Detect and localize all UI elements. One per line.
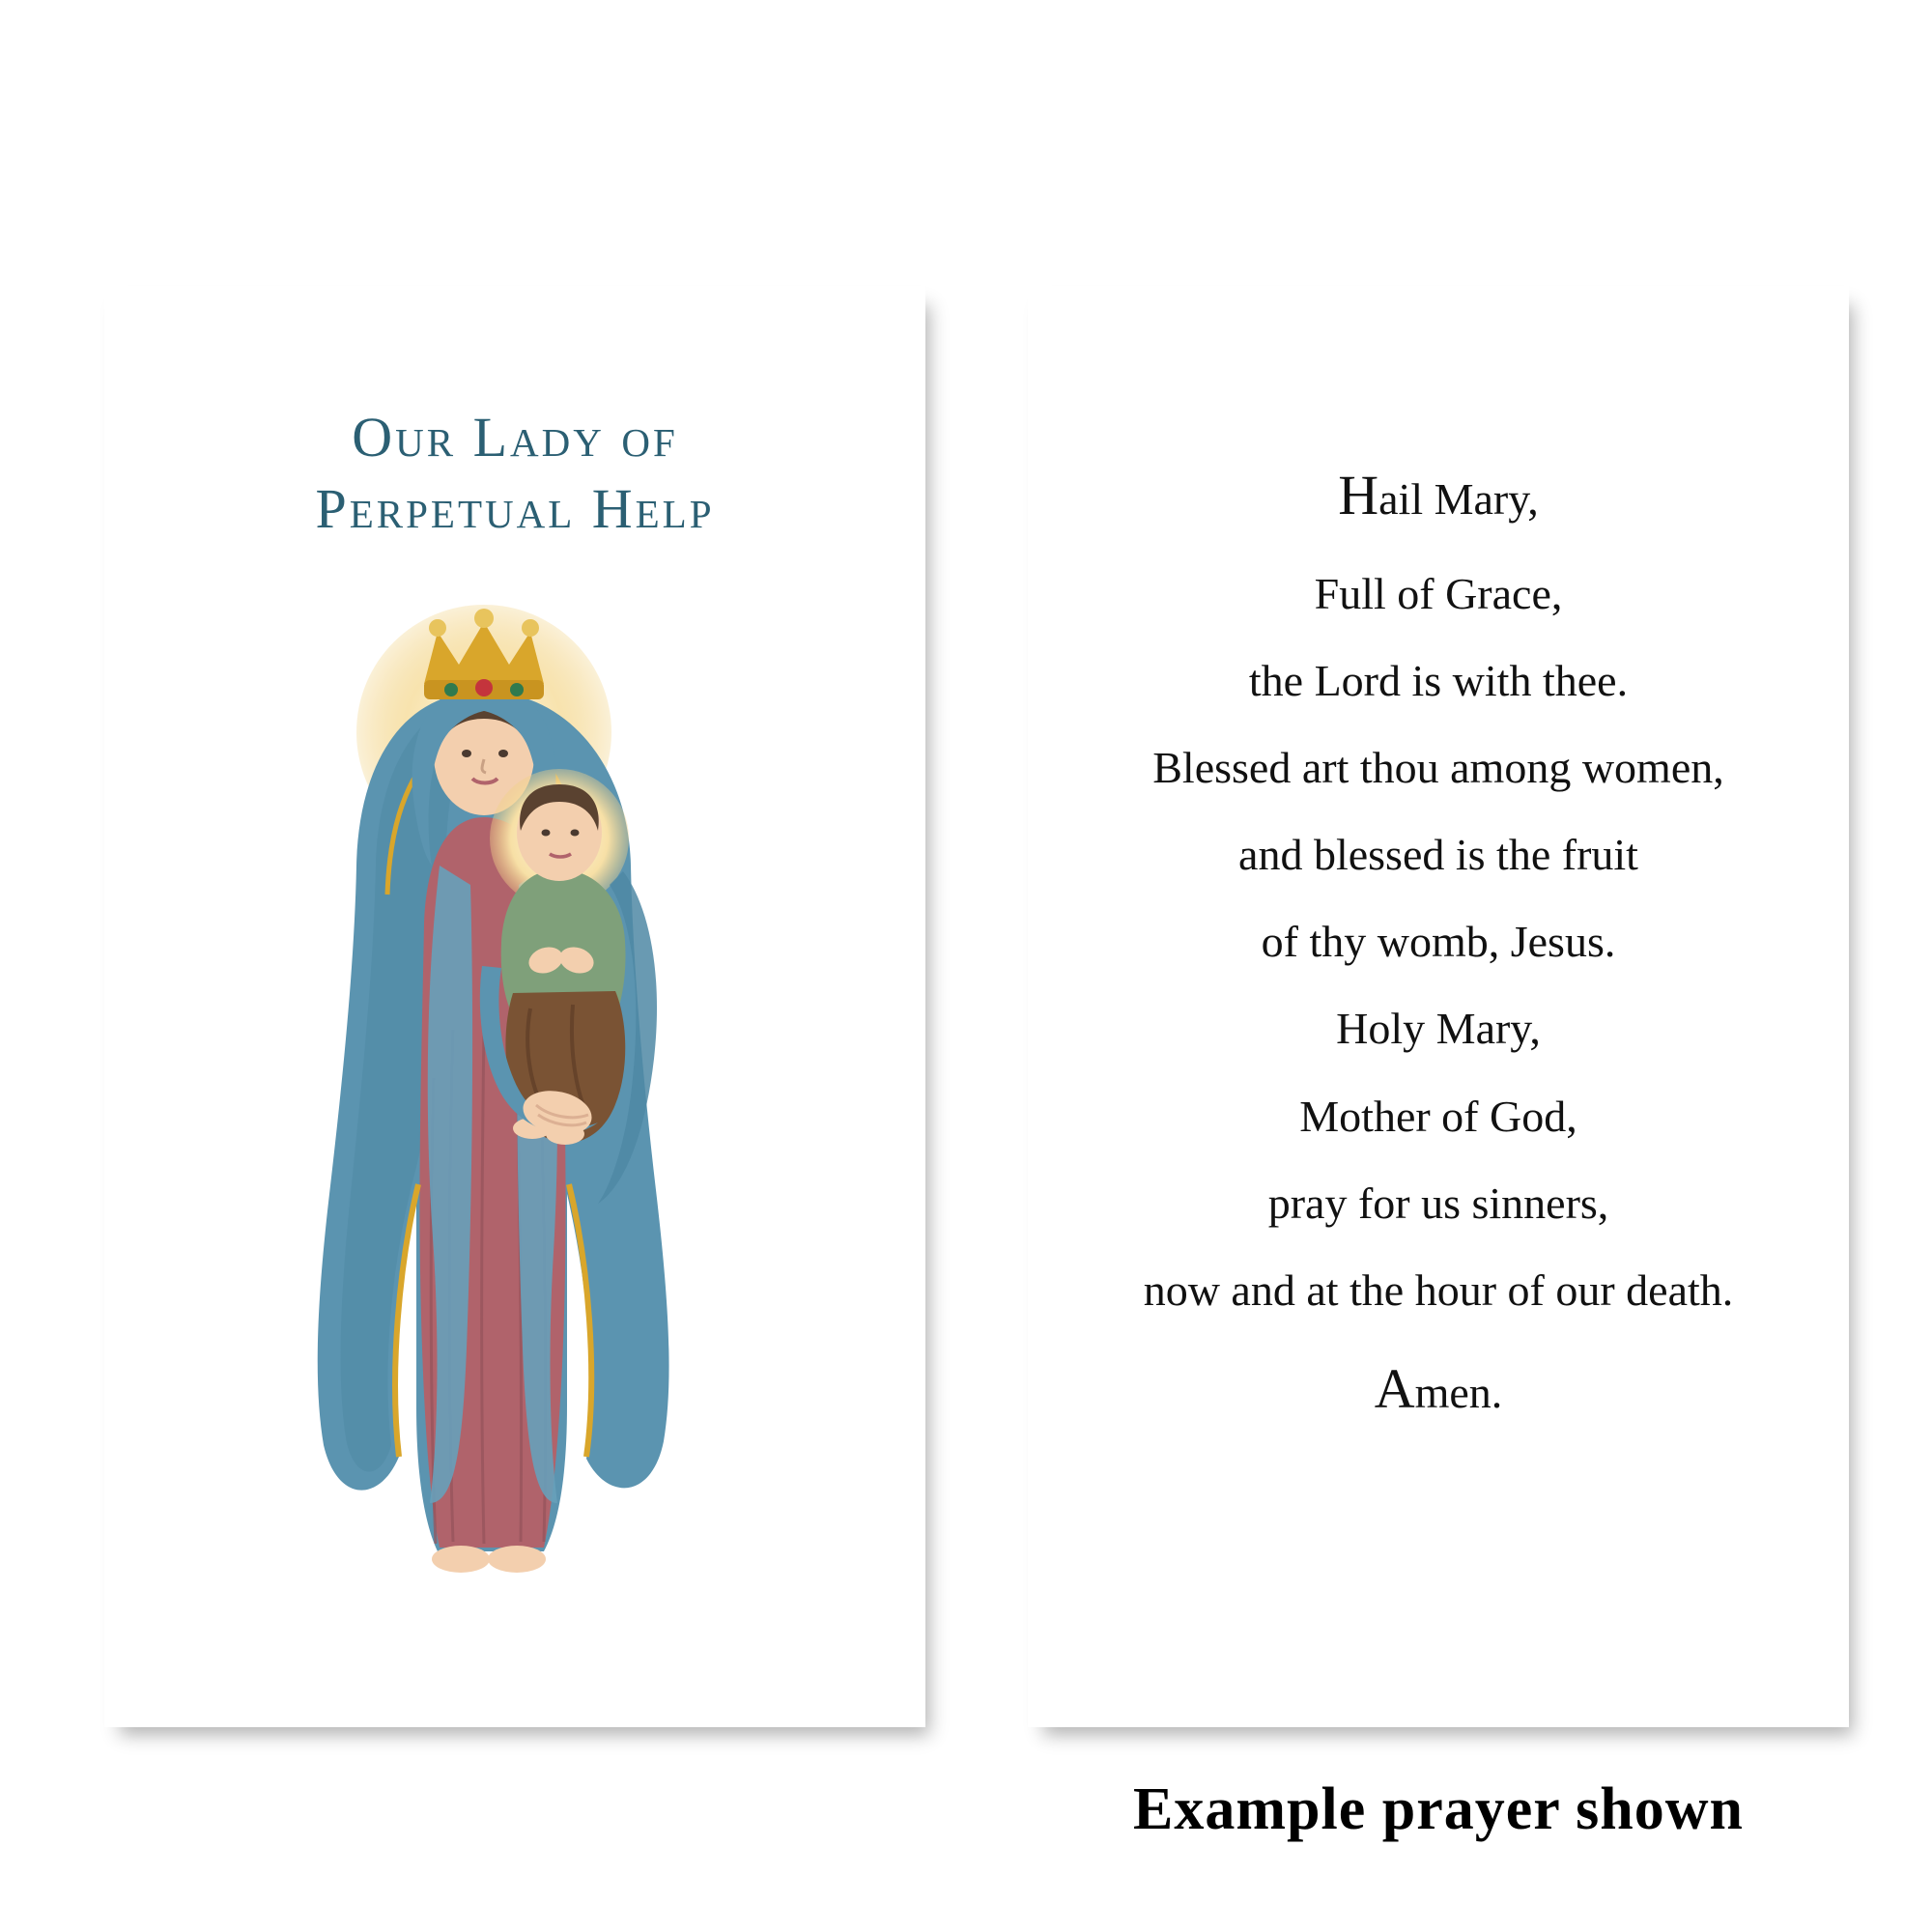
prayer-line-9: pray for us sinners, [1267,1178,1609,1228]
prayer-line-4: Blessed art thou among women, [1152,742,1724,792]
crown [424,609,544,699]
card-title [104,402,925,545]
prayer-line-1: Hail Mary, [1338,464,1539,526]
crown-jewel-green-left [444,683,458,696]
madonna-and-child-illustration [254,576,776,1600]
crown-jewel-green-right [510,683,524,696]
prayer-text-block [1028,440,1849,1444]
prayer-line-2: Full of Grace, [1314,568,1563,618]
crown-jewel-red [475,679,493,696]
prayer-line-7: Holy Mary, [1336,1004,1541,1054]
card-title-line-1: Our Lady of [352,406,678,469]
prayer-line-3: the Lord is with thee. [1248,655,1629,705]
prayer-card-back [1028,286,1849,1727]
prayer-line-8: Mother of God, [1299,1091,1577,1141]
prayer-line-5: and blessed is the fruit [1238,830,1638,880]
prayer-card-front [104,286,925,1727]
foot-right [488,1546,546,1573]
card-title-line-2: Perpetual Help [315,477,715,541]
caption-text: Example prayer shown [1132,1776,1744,1842]
prayer-line-11: Amen. [1374,1357,1503,1421]
foot-left [432,1546,490,1573]
prayer-line-10: now and at the hour of our death. [1143,1264,1734,1315]
prayer-line-6: of thy womb, Jesus. [1261,917,1616,967]
